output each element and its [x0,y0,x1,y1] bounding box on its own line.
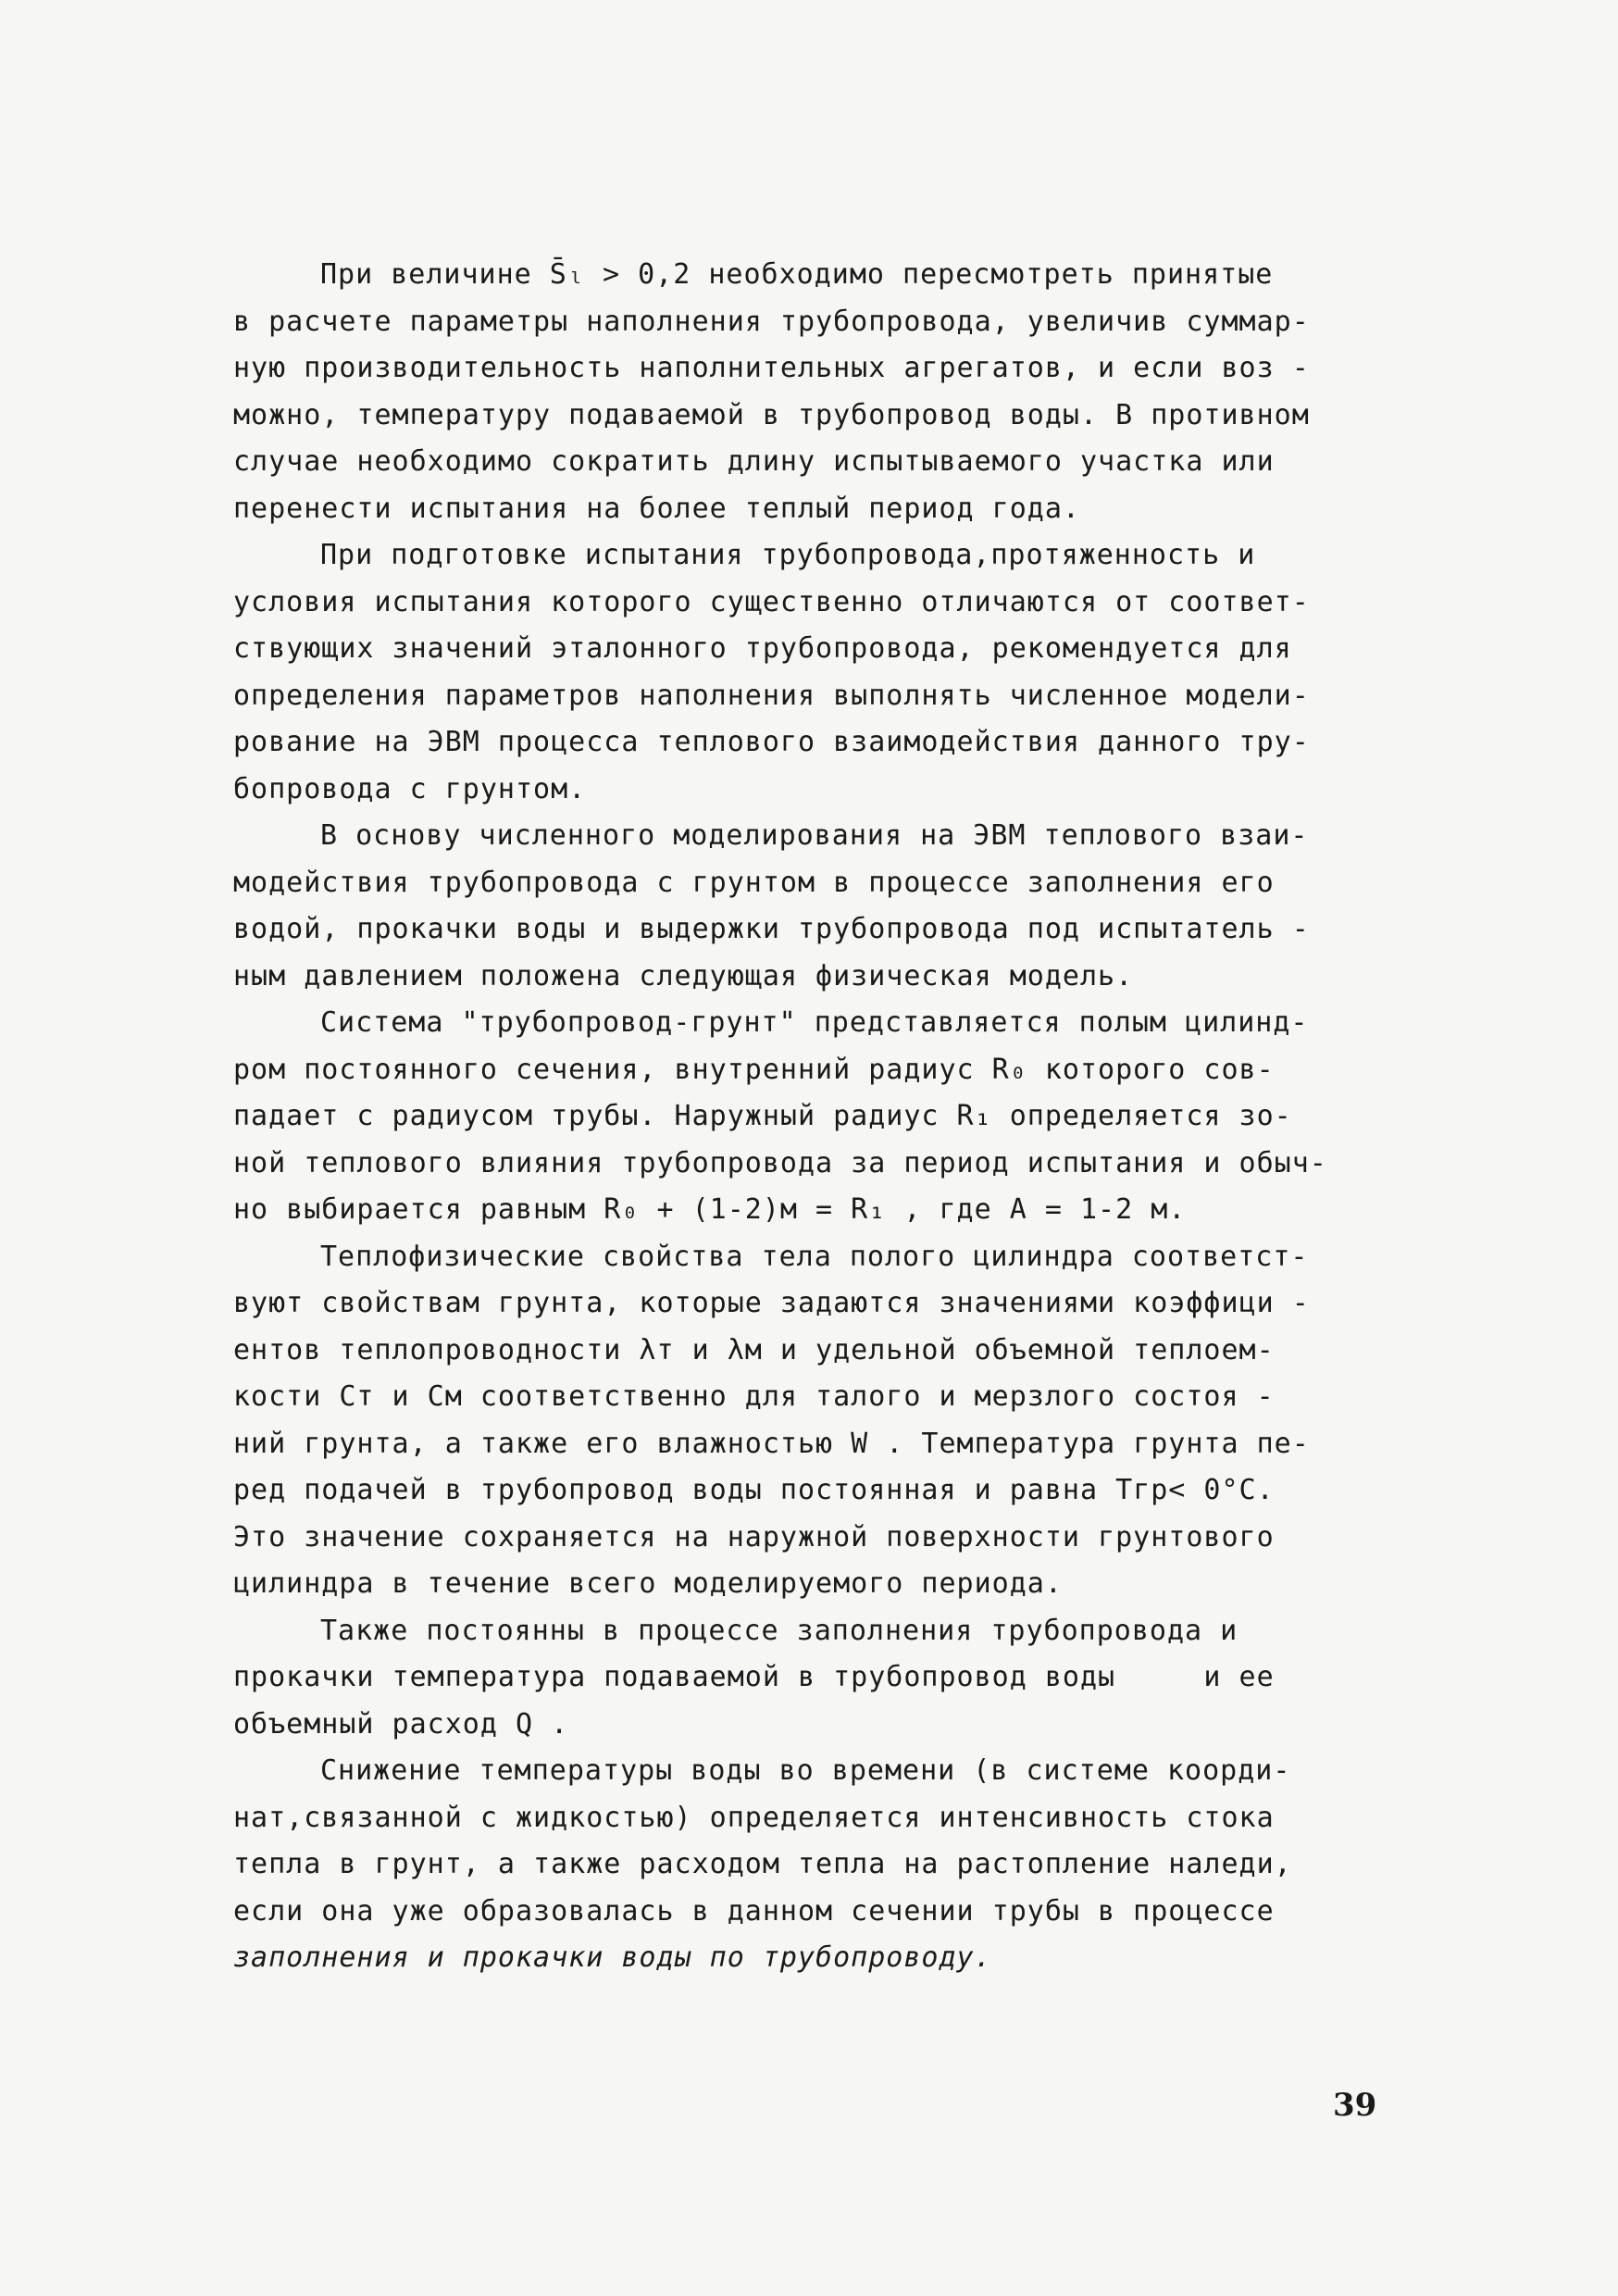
paragraph-7-line-5: заполнения и прокачки воды по трубопроводу. [233,1941,992,1974]
paragraph-5-line-2: вуют свойствам грунта, которые задаются значениями коэффици - [233,1287,1310,1319]
paragraph-1-line-4: можно, температуру подаваемой в трубопровод воды. В противном [233,398,1310,431]
paragraph-2-line-6: бопровода с грунтом. [233,772,587,805]
paragraph-6-line-3: объемный расход Q . [233,1707,569,1741]
paragraph-3-line-1: В основу численного моделирования на ЭВМ теплового взаи- [320,819,1309,852]
paragraph-7-line-2: нат,связанной с жидкостью) определяется интенсивность стока [233,1801,1275,1834]
paragraph-1-line-6: перенести испытания на более теплый период года. [233,492,1080,525]
paragraph-4-line-3: падает с радиусом трубы. Наружный радиус R₁ определяется зо- [233,1100,1292,1132]
paragraph-6-line-2: прокачки температура подаваемой в трубопровод воды и ее [233,1661,1275,1693]
paragraph-1-line-5: случае необходимо сократить длину испытываемого участка или [233,445,1275,478]
paragraph-2-line-1: При подготовке испытания трубопровода,протяженность и [320,539,1256,571]
paragraph-4-line-4: ной теплового влияния трубопровода за период испытания и обыч- [233,1146,1327,1179]
paragraph-3-line-4: ным давлением положена следующая физическая модель. [233,959,1134,992]
paragraph-1-line-1: При величине S̄ₗ > 0,2 необходимо пересмотреть принятые [320,258,1274,291]
paragraph-1-line-2: в расчете параметры наполнения трубопровода, увеличив суммар- [233,305,1310,338]
paragraph-5-line-6: ред подачей в трубопровод воды постоянная и равна Tгр< 0°C. [233,1474,1275,1506]
paragraph-7-line-4: если она уже образовалась в данном сечении трубы в процессе [233,1894,1275,1928]
paragraph-5-line-1: Теплофизические свойства тела полого цилиндра соответст- [320,1240,1309,1273]
paragraph-7-line-1: Снижение температуры воды во времени (в системе коорди- [320,1754,1291,1787]
paragraph-5-line-4: кости Cт и Cм соответственно для талого и мерзлого состоя - [233,1380,1275,1413]
paragraph-4-line-5: но выбирается равным R₀ + (1-2)м = R₁ , где A = 1-2 м. [233,1193,1187,1226]
paragraph-5-line-8: цилиндра в течение всего моделируемого периода. [233,1567,1063,1600]
paragraph-2-line-2: условия испытания которого существенно отличаются от соответ- [233,585,1310,618]
page-number: 39 [1333,2087,1377,2124]
paragraph-3-line-2: модействия трубопровода с грунтом в процессе заполнения его [233,866,1275,899]
paragraph-5-line-3: ентов теплопроводности λт и λм и удельной объемной теплоем- [233,1333,1275,1366]
paragraph-6-line-1: Также постоянны в процессе заполнения трубопровода и [320,1614,1238,1647]
paragraph-5-line-7: Это значение сохраняется на наружной поверхности грунтового [233,1520,1275,1554]
paragraph-2-line-4: определения параметров наполнения выполнять численное модели- [233,679,1310,712]
paragraph-2-line-3: ствующих значений эталонного трубопровода, рекомендуется для [233,632,1292,665]
paragraph-2-line-5: рование на ЭВМ процесса теплового взаимодействия данного тру- [233,726,1310,758]
paragraph-7-line-3: тепла в грунт, а также расходом тепла на растопление наледи, [233,1848,1292,1880]
paragraph-3-line-3: водой, прокачки воды и выдержки трубопровода под испытатель - [233,913,1310,945]
paragraph-4-line-1: Система "трубопровод-грунт" представляется полым цилинд- [320,1006,1309,1039]
body-text [233,252,1398,1982]
paragraph-4-line-2: ром постоянного сечения, внутренний радиус R₀ которого сов- [233,1053,1275,1086]
paragraph-5-line-5: ний грунта, а также его влажностью W . Температура грунта пе- [233,1427,1310,1460]
paragraph-1-line-3: ную производительность наполнительных агрегатов, и если воз - [233,352,1310,384]
